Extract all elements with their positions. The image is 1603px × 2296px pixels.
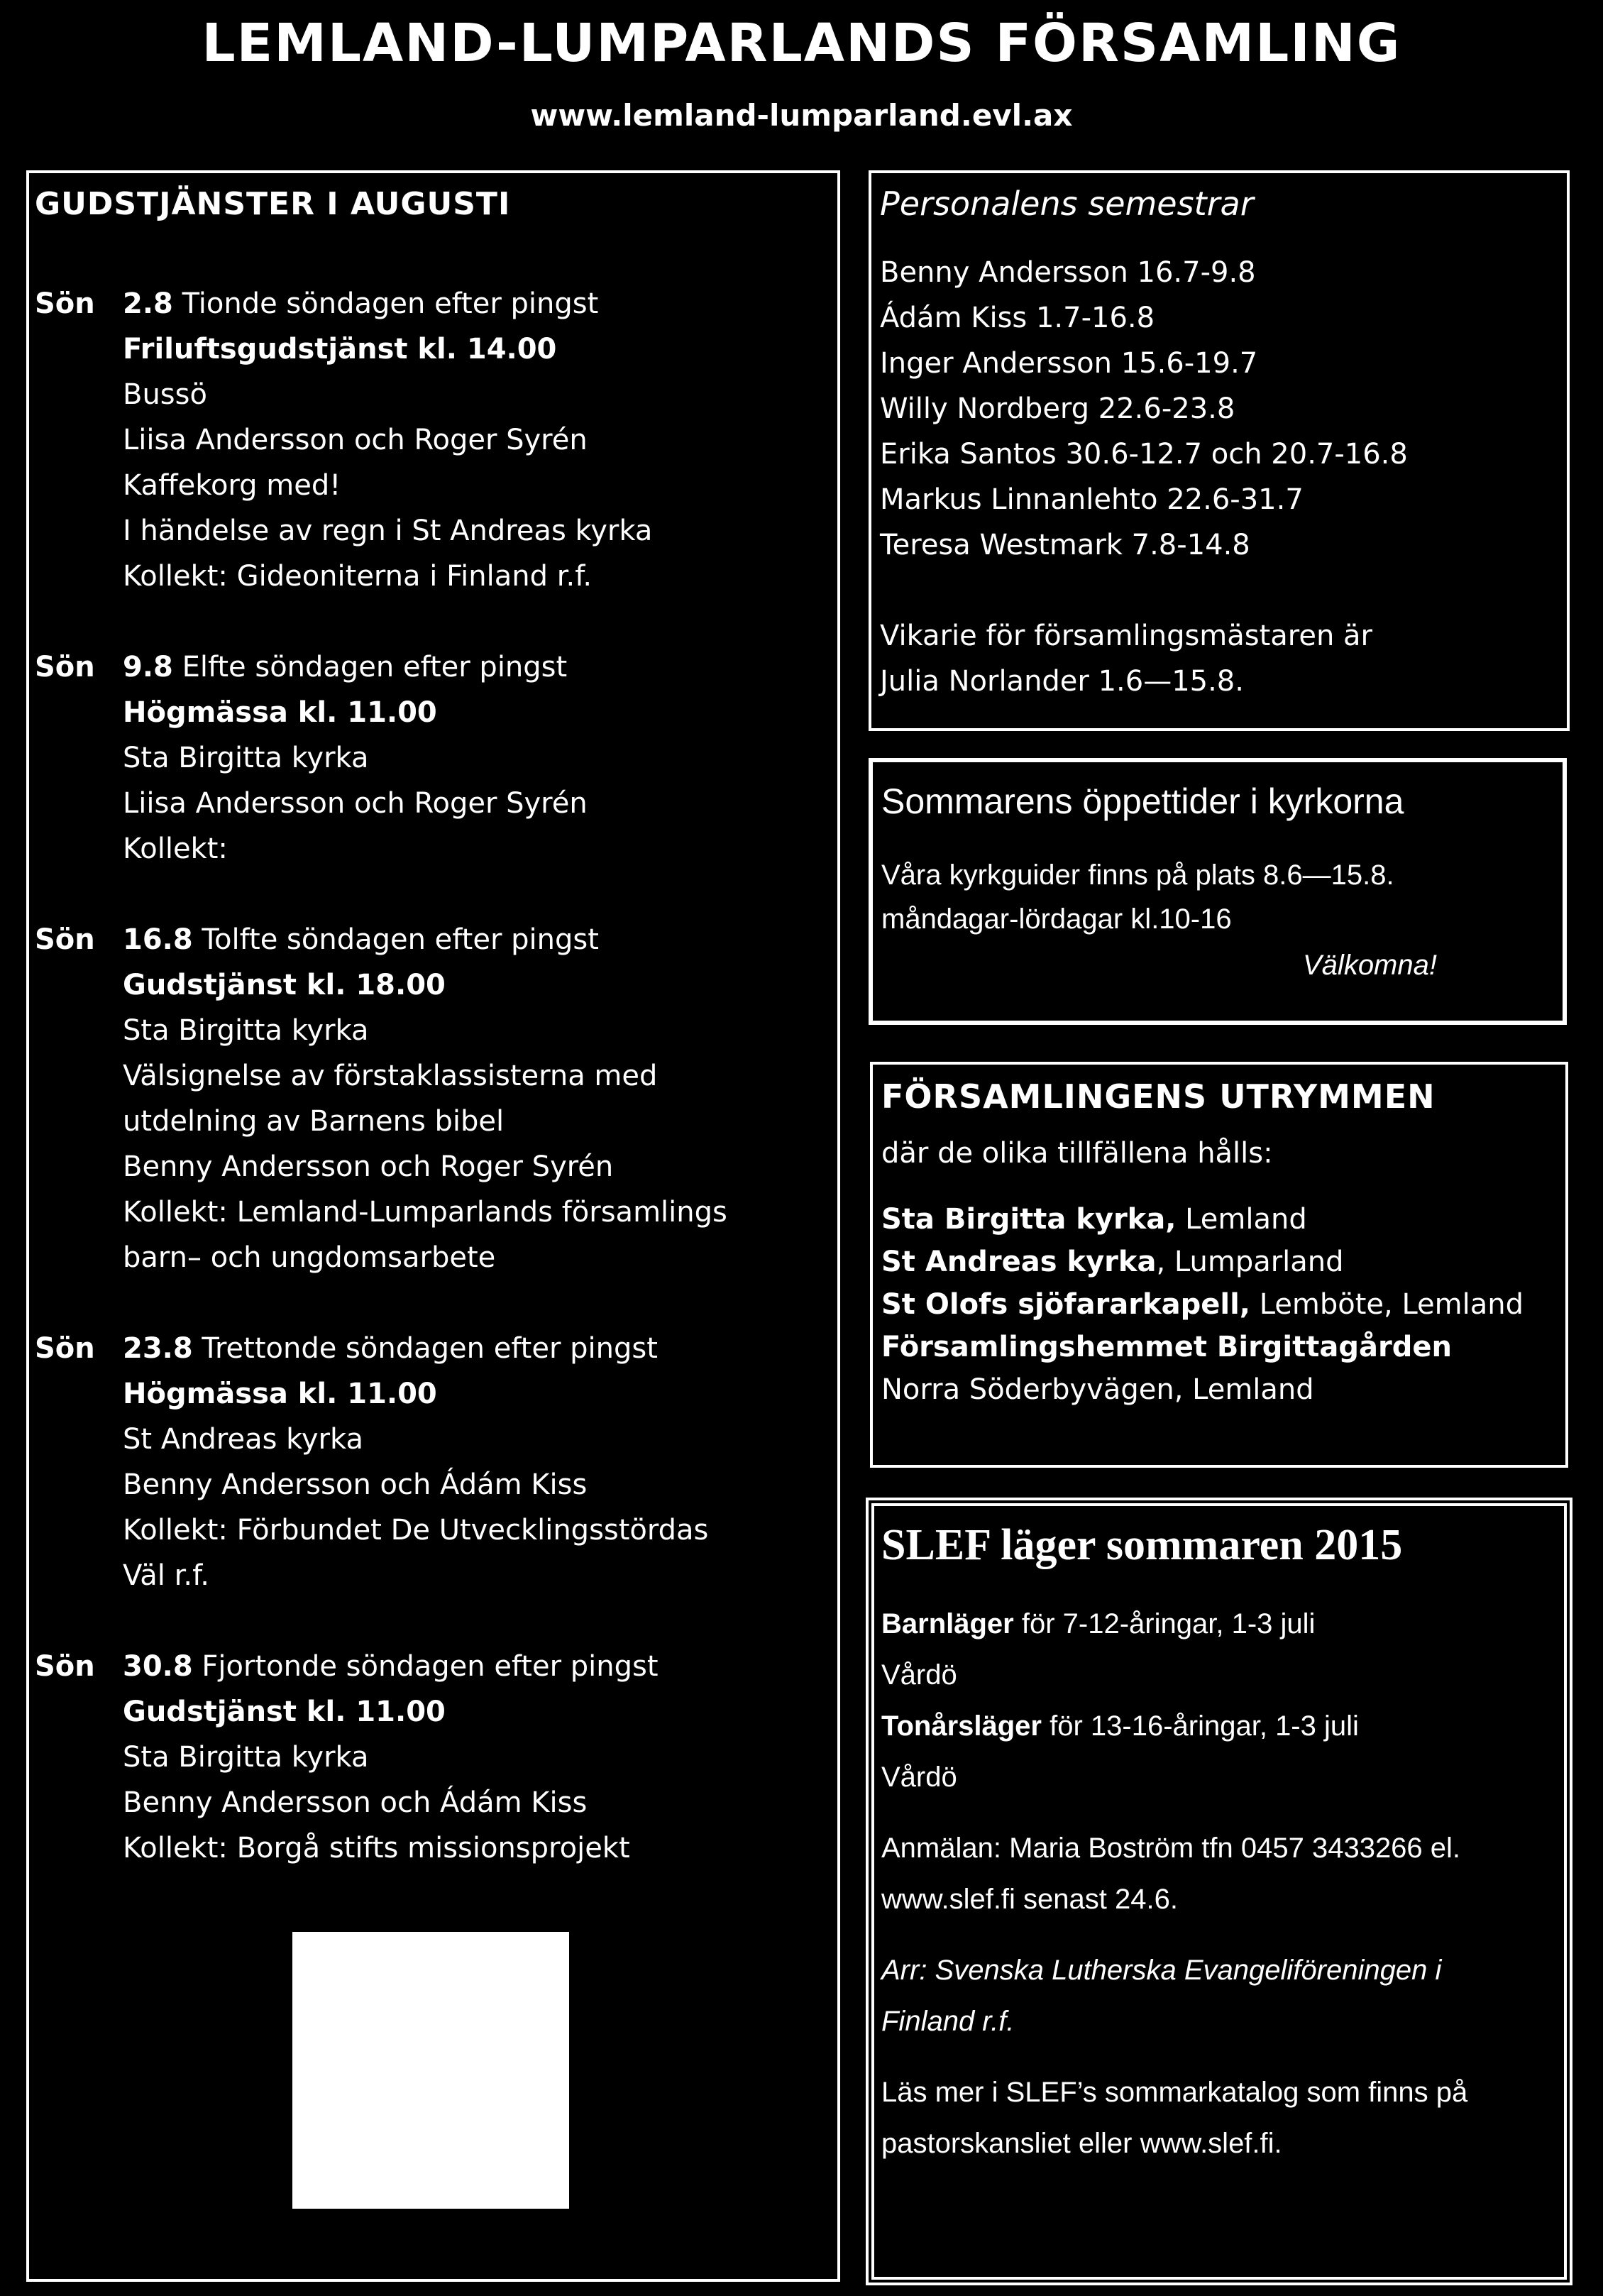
arranger-line-1: Arr: Svenska Lutherska Evangeliföreningen i xyxy=(881,1955,1442,1986)
camp-1-place: Vårdö xyxy=(881,1659,957,1691)
service-type: Gudstjänst kl. 11.00 xyxy=(123,1696,446,1728)
camp-1-line xyxy=(881,1598,1467,1649)
camp-2-place: Vårdö xyxy=(881,1762,957,1793)
staff-vacation-item: Ádám Kiss 1.7-16.8 xyxy=(880,302,1155,334)
service-date-line xyxy=(123,917,727,962)
space-item xyxy=(881,1283,1524,1326)
service-date: 30.8 xyxy=(123,1650,193,1683)
camp-2-text: för 13-16-åringar, 1-3 juli xyxy=(1042,1710,1359,1742)
service-body xyxy=(123,1326,708,1598)
service-date-line xyxy=(123,1326,708,1371)
service-occasion: Tolfte söndagen efter pingst xyxy=(202,923,599,956)
spaces-heading: FÖRSAMLINGENS UTRYMMEN xyxy=(881,1077,1436,1116)
service-body xyxy=(123,281,652,599)
service-detail: Välsignelse av förstaklassisterna med xyxy=(123,1060,658,1092)
staff-vacation-item: Teresa Westmark 7.8-14.8 xyxy=(880,529,1250,561)
substitute-line: Vikarie för församlingsmästaren är xyxy=(880,620,1373,652)
service-detail: Kollekt: Lemland-Lumparlands församlings xyxy=(123,1196,727,1229)
service-date: 23.8 xyxy=(123,1332,193,1365)
space-item xyxy=(881,1326,1524,1368)
service-detail: St Andreas kyrka xyxy=(123,1423,363,1456)
space-place: , Lumparland xyxy=(1156,1246,1344,1278)
service-type: Friluftsgudstjänst kl. 14.00 xyxy=(123,333,557,366)
space-name: St Olofs sjöfararkapell, xyxy=(881,1288,1250,1321)
space-place: Lemland xyxy=(1176,1203,1307,1236)
service-detail: Kollekt: Gideoniterna i Finland r.f. xyxy=(123,560,593,593)
staff-heading: Personalens semestrar xyxy=(880,185,1254,223)
service-detail: I händelse av regn i St Andreas kyrka xyxy=(123,515,653,547)
service-detail: Benny Andersson och Roger Syrén xyxy=(123,1150,614,1183)
parish-spaces-panel xyxy=(870,1062,1568,1468)
spaces-intro: där de olika tillfällena hålls: xyxy=(881,1137,1273,1170)
opening-hours-panel xyxy=(869,758,1567,1025)
slef-content xyxy=(881,1598,1467,2169)
welcome-text: Välkomna! xyxy=(1303,950,1437,981)
service-occasion: Fjortonde söndagen efter pingst xyxy=(202,1650,659,1683)
service-detail: Kollekt: xyxy=(123,833,228,865)
read-more-line-2[interactable]: pastorskansliet eller www.slef.fi. xyxy=(881,2128,1282,2159)
spaces-list xyxy=(881,1198,1524,1411)
service-occasion: Elfte söndagen efter pingst xyxy=(182,651,568,683)
service-date: 9.8 xyxy=(123,651,173,683)
service-date: 16.8 xyxy=(123,923,193,956)
service-day: Sön xyxy=(35,923,95,956)
service-detail: Liisa Andersson och Roger Syrén xyxy=(123,787,588,820)
staff-vacations-panel xyxy=(869,170,1570,731)
service-detail: Liisa Andersson och Roger Syrén xyxy=(123,424,588,456)
service-detail: Benny Andersson och Ádám Kiss xyxy=(123,1468,588,1501)
service-detail: barn– och ungdomsarbete xyxy=(123,1241,496,1274)
camp-2-name: Tonårsläger xyxy=(881,1710,1042,1742)
hours-heading: Sommarens öppettider i kyrkorna xyxy=(881,781,1404,821)
service-date-line xyxy=(123,281,652,326)
space-place: Lemböte, Lemland xyxy=(1250,1288,1524,1321)
service-day: Sön xyxy=(35,651,95,683)
arranger-line-2: Finland r.f. xyxy=(881,2006,1015,2037)
hours-line-1: Våra kyrkguider finns på plats 8.6—15.8. xyxy=(881,859,1394,891)
space-name: Sta Birgitta kyrka, xyxy=(881,1203,1177,1236)
hours-line-2: måndagar-lördagar kl.10-16 xyxy=(881,903,1232,935)
white-placeholder-image xyxy=(292,1932,569,2209)
space-name: Församlingshemmet Birgittagården xyxy=(881,1331,1452,1363)
signup-line-1: Anmälan: Maria Boström tfn 0457 3433266 el. xyxy=(881,1833,1461,1864)
service-date-line xyxy=(123,1644,659,1689)
staff-vacation-item: Markus Linnanlehto 22.6-31.7 xyxy=(880,483,1304,516)
staff-vacation-item: Inger Andersson 15.6-19.7 xyxy=(880,347,1258,380)
space-address: Norra Söderbyvägen, Lemland xyxy=(881,1373,1314,1406)
camp-1-name: Barnläger xyxy=(881,1608,1014,1639)
staff-list xyxy=(880,250,1408,568)
service-date: 2.8 xyxy=(123,287,173,320)
service-type: Högmässa kl. 11.00 xyxy=(123,696,437,729)
staff-vacation-item: Willy Nordberg 22.6-23.8 xyxy=(880,392,1235,425)
service-date-line xyxy=(123,644,588,690)
service-day: Sön xyxy=(35,287,95,320)
camp-1-text: för 7-12-åringar, 1-3 juli xyxy=(1013,1608,1316,1639)
service-detail: Kollekt: Förbundet De Utvecklingsstördas xyxy=(123,1514,709,1547)
service-detail: Benny Andersson och Ádám Kiss xyxy=(123,1786,588,1819)
space-name: St Andreas kyrka xyxy=(881,1246,1157,1278)
slef-camp-panel xyxy=(866,1498,1572,2285)
service-type: Gudstjänst kl. 18.00 xyxy=(123,969,446,1001)
staff-vacation-item: Erika Santos 30.6-12.7 och 20.7-16.8 xyxy=(880,438,1408,471)
service-detail: Sta Birgitta kyrka xyxy=(123,1014,369,1047)
staff-vacation-item: Benny Andersson 16.7-9.8 xyxy=(880,256,1256,289)
read-more-line-1: Läs mer i SLEF’s sommarkatalog som finns på xyxy=(881,2077,1468,2108)
service-body xyxy=(123,1644,659,1871)
service-type: Högmässa kl. 11.00 xyxy=(123,1378,437,1410)
service-detail: Väl r.f. xyxy=(123,1559,209,1592)
service-body xyxy=(123,917,727,1280)
service-detail: Sta Birgitta kyrka xyxy=(123,1741,369,1774)
service-occasion: Trettonde söndagen efter pingst xyxy=(202,1332,658,1365)
service-day: Sön xyxy=(35,1650,95,1683)
website-url[interactable]: www.lemland-lumparland.evl.ax xyxy=(530,98,1073,133)
service-day: Sön xyxy=(35,1332,95,1365)
service-detail: Bussö xyxy=(123,378,207,411)
service-detail: Kaffekorg med! xyxy=(123,469,341,502)
page-title: LEMLAND-LUMPARLANDS FÖRSAMLING xyxy=(202,13,1401,74)
signup-line-2[interactable]: www.slef.fi senast 24.6. xyxy=(881,1884,1178,1915)
services-heading: GUDSTJÄNSTER I AUGUSTI xyxy=(35,186,511,222)
service-detail: Sta Birgitta kyrka xyxy=(123,742,369,774)
service-body xyxy=(123,644,588,872)
service-detail: Kollekt: Borgå stifts missionsprojekt xyxy=(123,1832,630,1864)
space-item xyxy=(881,1241,1524,1283)
slef-heading: SLEF läger sommaren 2015 xyxy=(881,1521,1403,1569)
substitute-line: Julia Norlander 1.6—15.8. xyxy=(880,665,1244,698)
service-detail: utdelning av Barnens bibel xyxy=(123,1105,505,1138)
substitute-note xyxy=(880,613,1372,704)
service-occasion: Tionde söndagen efter pingst xyxy=(182,287,599,320)
space-item xyxy=(881,1198,1524,1241)
camp-2-line xyxy=(881,1701,1467,1752)
